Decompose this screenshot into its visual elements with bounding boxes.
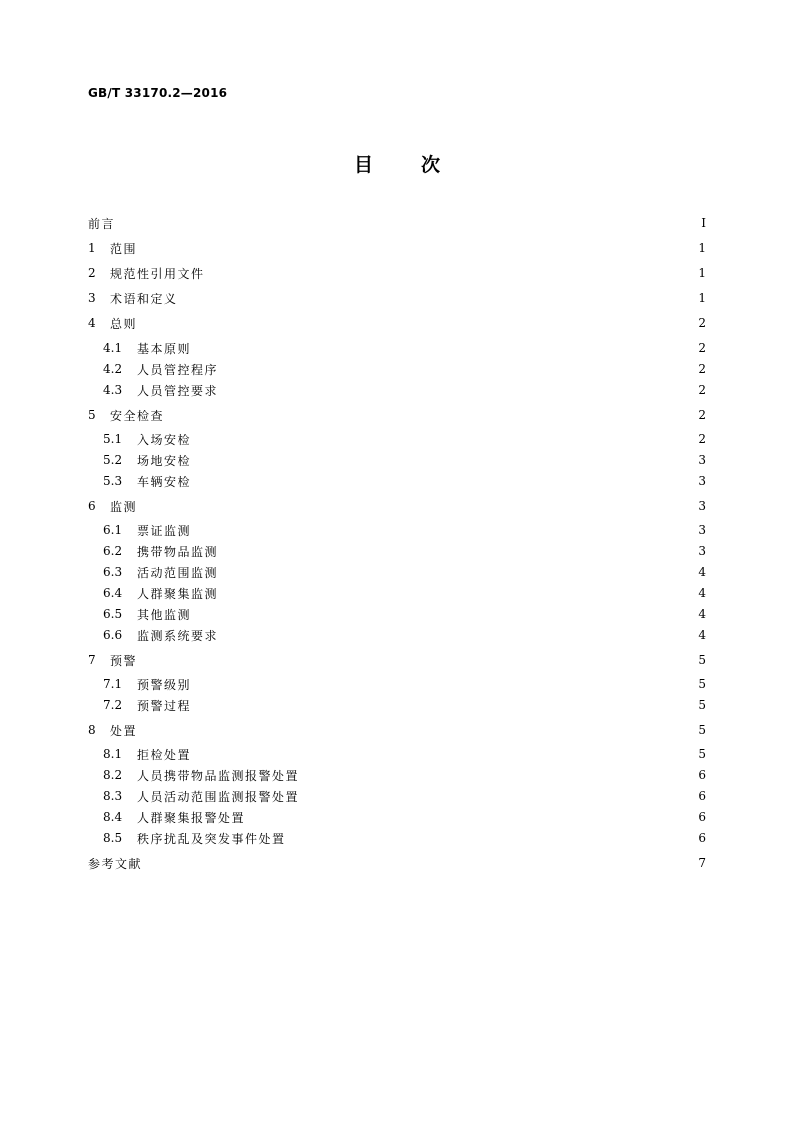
toc-entry-page-number: 3 — [698, 474, 706, 488]
toc-entry[interactable] — [88, 472, 706, 490]
toc-entry-page-number: 5 — [698, 698, 706, 712]
toc-entry-page-number: 4 — [698, 628, 706, 642]
toc-entry-label: 总则 — [110, 316, 138, 331]
toc-entry[interactable] — [88, 854, 706, 872]
toc-entry[interactable] — [88, 406, 706, 424]
toc-entry-label: 预警 — [110, 653, 138, 668]
toc-entry-page-number: 3 — [698, 544, 706, 558]
toc-entry-label: 预警级别 — [137, 677, 192, 692]
toc-entry[interactable] — [88, 289, 706, 307]
toc-entry-page-number: 3 — [698, 523, 706, 537]
toc-entry-page-number: 5 — [698, 747, 706, 761]
toc-entry-page-number: 3 — [698, 499, 706, 513]
toc-entry[interactable] — [88, 451, 706, 469]
toc-entry-label: 携带物品监测 — [137, 544, 219, 559]
toc-entry-label: 范围 — [110, 241, 138, 256]
toc-entry[interactable] — [88, 214, 706, 232]
toc-entry-label: 人员管控程序 — [137, 362, 219, 377]
toc-entry-label: 监测 — [110, 499, 138, 514]
toc-entry-label: 基本原则 — [137, 341, 192, 356]
toc-entry[interactable] — [88, 339, 706, 357]
toc-entry-page-number: 6 — [698, 789, 706, 803]
toc-entry[interactable] — [88, 745, 706, 763]
toc-entry-label: 人群聚集报警处置 — [137, 810, 246, 825]
toc-entry-number: 5 — [88, 408, 96, 422]
toc-entry-label: 拒检处置 — [137, 747, 192, 762]
toc-entry-page-number: 2 — [698, 432, 706, 446]
toc-leader-dots — [224, 542, 688, 560]
toc-entry-label: 人员携带物品监测报警处置 — [137, 768, 300, 783]
toc-entry-label: 参考文献 — [88, 856, 143, 871]
toc-entry[interactable] — [88, 239, 706, 257]
toc-entry-number: 5.2 — [103, 453, 123, 467]
toc-title — [0, 150, 794, 177]
toc-entry[interactable] — [88, 264, 706, 282]
toc-entry-number: 4.3 — [103, 383, 123, 397]
toc-entry-page-number: 2 — [698, 362, 706, 376]
toc-entry-label: 安全检查 — [110, 408, 165, 423]
toc-entry[interactable] — [88, 360, 706, 378]
toc-entry-label: 监测系统要求 — [137, 628, 219, 643]
toc-entry-number: 6 — [88, 499, 96, 513]
toc-entry-label: 术语和定义 — [110, 291, 178, 306]
toc-entry-label: 人群聚集监测 — [137, 586, 219, 601]
toc-entry-label: 场地安检 — [137, 453, 192, 468]
toc-entry-page-number: 2 — [698, 316, 706, 330]
toc-entry-page-number: 2 — [698, 383, 706, 397]
toc-leader-dots — [197, 745, 688, 763]
toc-leader-dots — [197, 430, 688, 448]
toc-entry-label: 前言 — [88, 216, 116, 231]
toc-entry-number: 5.3 — [103, 474, 123, 488]
toc-entry-page-number: 3 — [698, 453, 706, 467]
toc-entry-number: 4 — [88, 316, 96, 330]
toc-entry[interactable] — [88, 563, 706, 581]
toc-entry-number: 8 — [88, 723, 96, 737]
toc-leader-dots — [292, 829, 688, 847]
toc-entry[interactable] — [88, 521, 706, 539]
toc-entry[interactable] — [88, 497, 706, 515]
toc-entry-number: 4.1 — [103, 341, 123, 355]
toc-entry-number: 8.4 — [103, 810, 123, 824]
toc-entry-label: 秩序扰乱及突发事件处置 — [137, 831, 286, 846]
toc-leader-dots — [121, 214, 688, 232]
toc-leader-dots — [184, 289, 688, 307]
toc-entry-number: 7 — [88, 653, 96, 667]
toc-entry-page-number: 5 — [698, 677, 706, 691]
toc-entry-page-number: Ⅰ — [701, 216, 706, 230]
toc-entry-number: 6.1 — [103, 523, 123, 537]
toc-entry-label: 入场安检 — [137, 432, 192, 447]
toc-entry-number: 6.4 — [103, 586, 123, 600]
toc-leader-dots — [197, 472, 688, 490]
toc-entry-page-number: 5 — [698, 723, 706, 737]
toc-entry-label: 活动范围监测 — [137, 565, 219, 580]
toc-entry-page-number: 2 — [698, 408, 706, 422]
toc-entry-number: 6.2 — [103, 544, 123, 558]
toc-leader-dots — [143, 721, 688, 739]
toc-entry[interactable] — [88, 651, 706, 669]
toc-entry[interactable] — [88, 721, 706, 739]
toc-entry-number: 8.2 — [103, 768, 123, 782]
toc-leader-dots — [224, 360, 688, 378]
toc-leader-dots — [224, 584, 688, 602]
toc-entry-page-number: 5 — [698, 653, 706, 667]
toc-entry-page-number: 1 — [698, 266, 706, 280]
toc-leader-dots — [143, 497, 688, 515]
toc-entry-page-number: 6 — [698, 810, 706, 824]
toc-entry-label: 车辆安检 — [137, 474, 192, 489]
toc-leader-dots — [143, 239, 688, 257]
toc-entry[interactable] — [88, 787, 706, 805]
toc-entry-label: 规范性引用文件 — [110, 266, 205, 281]
toc-leader-dots — [197, 696, 688, 714]
toc-entry-page-number: 7 — [698, 856, 706, 870]
toc-leader-dots — [224, 381, 688, 399]
toc-entry-number: 5.1 — [103, 432, 123, 446]
toc-entry-number: 4.2 — [103, 362, 123, 376]
toc-entry-page-number: 4 — [698, 565, 706, 579]
toc-leader-dots — [197, 451, 688, 469]
toc-leader-dots — [148, 854, 688, 872]
toc-entry-number: 8.5 — [103, 831, 123, 845]
toc-entry-label: 人员管控要求 — [137, 383, 219, 398]
toc-title-char-2: 次 — [421, 154, 441, 176]
toc-entry[interactable] — [88, 626, 706, 644]
toc-entry-page-number: 1 — [698, 241, 706, 255]
toc-leader-dots — [251, 808, 688, 826]
toc-entry-page-number: 4 — [698, 607, 706, 621]
toc-title-char-1: 目 — [353, 154, 373, 176]
toc-entry-page-number: 1 — [698, 291, 706, 305]
toc-entry-number: 6.5 — [103, 607, 123, 621]
toc-entry-number: 3 — [88, 291, 96, 305]
toc-entry[interactable] — [88, 829, 706, 847]
toc-entry-page-number: 6 — [698, 831, 706, 845]
toc-entry-number: 7.2 — [103, 698, 123, 712]
toc-entry-number: 1 — [88, 241, 96, 255]
toc-entry[interactable] — [88, 381, 706, 399]
toc-leader-dots — [224, 626, 688, 644]
toc-leader-dots — [224, 563, 688, 581]
toc-entry[interactable] — [88, 584, 706, 602]
toc-entry-label: 处置 — [110, 723, 138, 738]
toc-entry-page-number: 4 — [698, 586, 706, 600]
toc-entry-number: 7.1 — [103, 677, 123, 691]
toc-leader-dots — [143, 314, 688, 332]
toc-entry-number: 8.1 — [103, 747, 123, 761]
toc-entry[interactable] — [88, 314, 706, 332]
toc-entry[interactable] — [88, 675, 706, 693]
toc-entry-label: 票证监测 — [137, 523, 192, 538]
toc-entry-label: 人员活动范围监测报警处置 — [137, 789, 300, 804]
toc-leader-dots — [197, 521, 688, 539]
toc-leader-dots — [211, 264, 688, 282]
toc-leader-dots — [197, 339, 688, 357]
toc-leader-dots — [197, 675, 688, 693]
toc-entry[interactable] — [88, 430, 706, 448]
standard-code: GB/T 33170.2—2016 — [88, 86, 228, 100]
toc-entry-page-number: 2 — [698, 341, 706, 355]
toc-entry-number: 8.3 — [103, 789, 123, 803]
toc-entry-number: 6.3 — [103, 565, 123, 579]
toc-leader-dots — [170, 406, 688, 424]
toc-entry-number: 6.6 — [103, 628, 123, 642]
toc-entry[interactable] — [88, 696, 706, 714]
toc-entry-label: 其他监测 — [137, 607, 192, 622]
toc-entry-label: 预警过程 — [137, 698, 192, 713]
toc-leader-dots — [143, 651, 688, 669]
toc-entry-page-number: 6 — [698, 768, 706, 782]
toc-entry[interactable] — [88, 542, 706, 560]
toc-leader-dots — [305, 787, 688, 805]
toc-leader-dots — [305, 766, 688, 784]
toc-entry[interactable] — [88, 808, 706, 826]
toc-entry[interactable] — [88, 605, 706, 623]
toc-entry[interactable] — [88, 766, 706, 784]
toc-leader-dots — [197, 605, 688, 623]
toc-entry-number: 2 — [88, 266, 96, 280]
